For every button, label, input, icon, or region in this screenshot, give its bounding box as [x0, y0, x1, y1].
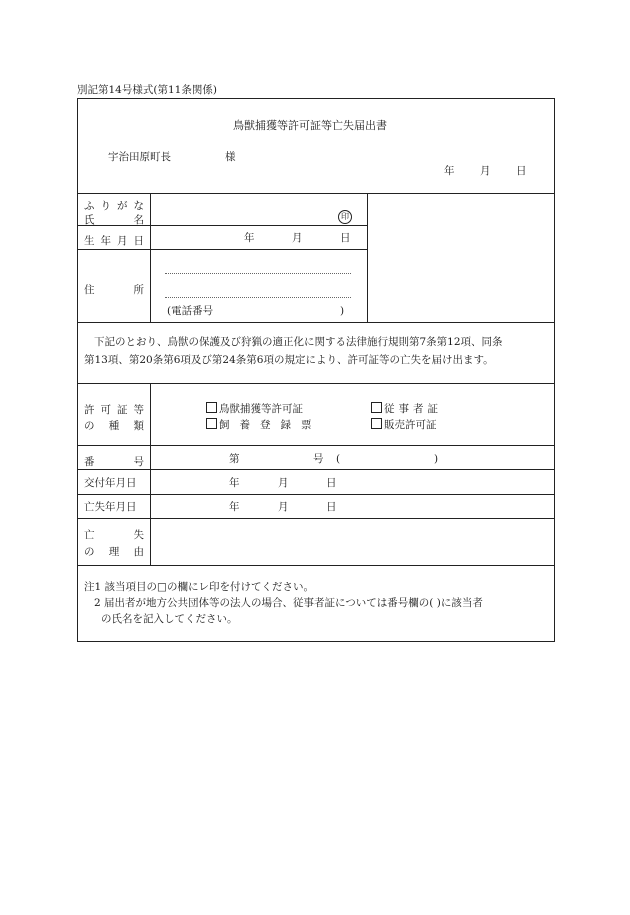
reason-label-2: の 理 由: [84, 546, 144, 558]
reason-label-1: 亡 失: [84, 529, 144, 541]
number-label: 番 号: [84, 456, 144, 468]
loss-day: 日: [326, 501, 337, 513]
issue-day: 日: [326, 477, 337, 489]
birth-label: 生 年 月 日: [84, 235, 144, 247]
phone-close: ): [340, 305, 345, 317]
issue-month: 月: [278, 477, 289, 489]
birth-year: 年: [244, 232, 255, 244]
option-worker-cert[interactable]: 従事者証: [371, 402, 442, 415]
statement-line-2: 第13項、第20条第6項及び第24条第6項の規定により、許可証等の亡失を届け出ます。: [84, 354, 494, 366]
phone-label: (電話番号: [167, 305, 214, 317]
date-day: 日: [516, 165, 527, 177]
loss-month: 月: [278, 501, 289, 513]
checkbox-icon: [206, 418, 217, 429]
issue-year: 年: [229, 477, 240, 489]
loss-year: 年: [229, 501, 240, 513]
furigana-label: ふ り が な: [84, 200, 144, 212]
permit-type-label-1: 許 可 証 等: [84, 404, 144, 416]
address-line-1[interactable]: [165, 273, 351, 274]
option-hunting-permit[interactable]: 鳥獣捕獲等許可証: [206, 402, 303, 415]
number-paren-close: ): [434, 453, 439, 465]
date-year: 年: [444, 165, 455, 177]
number-paren-open: (: [336, 453, 341, 465]
name-label: 氏 名: [84, 214, 144, 226]
note-2-line-2: の氏名を記入してください。: [101, 613, 238, 625]
form-title: 鳥獣捕獲等許可証等亡失届出書: [233, 119, 387, 132]
reason-field[interactable]: [155, 522, 549, 562]
name-field[interactable]: [155, 196, 335, 222]
seal-icon: 印: [338, 210, 352, 224]
issue-date-label: 交付年月日: [84, 477, 137, 489]
honorific: 様: [225, 151, 236, 163]
checkbox-icon: [371, 418, 382, 429]
note-2-line-1: 2 届出者が地方公共団体等の法人の場合、従事者証については番号欄の( )に該当者: [94, 597, 483, 609]
permit-type-label-2: の 種 類: [84, 420, 144, 432]
loss-date-label: 亡失年月日: [84, 501, 137, 513]
option-sales-permit[interactable]: 販売許可証: [371, 418, 437, 431]
number-suffix: 号: [313, 453, 324, 465]
address-label: 住 所: [84, 284, 144, 296]
number-prefix: 第: [229, 453, 240, 465]
addressee: 宇治田原町長: [108, 151, 171, 163]
address-line-2[interactable]: [165, 297, 351, 298]
checkbox-icon: [371, 402, 382, 413]
statement-line-1: 下記のとおり、鳥獣の保護及び狩猟の適正化に関する法律施行規則第7条第12項、同条: [94, 336, 503, 348]
date-month: 月: [480, 165, 491, 177]
note-1: 注1 該当項目の□の欄にレ印を付けてください。: [84, 581, 314, 593]
checkbox-icon: [206, 402, 217, 413]
option-breeding-registration[interactable]: 飼養登録票: [206, 418, 322, 431]
birth-month: 月: [292, 232, 303, 244]
form-reference: 別記第14号様式(第11条関係): [77, 84, 217, 96]
birth-day: 日: [340, 232, 351, 244]
